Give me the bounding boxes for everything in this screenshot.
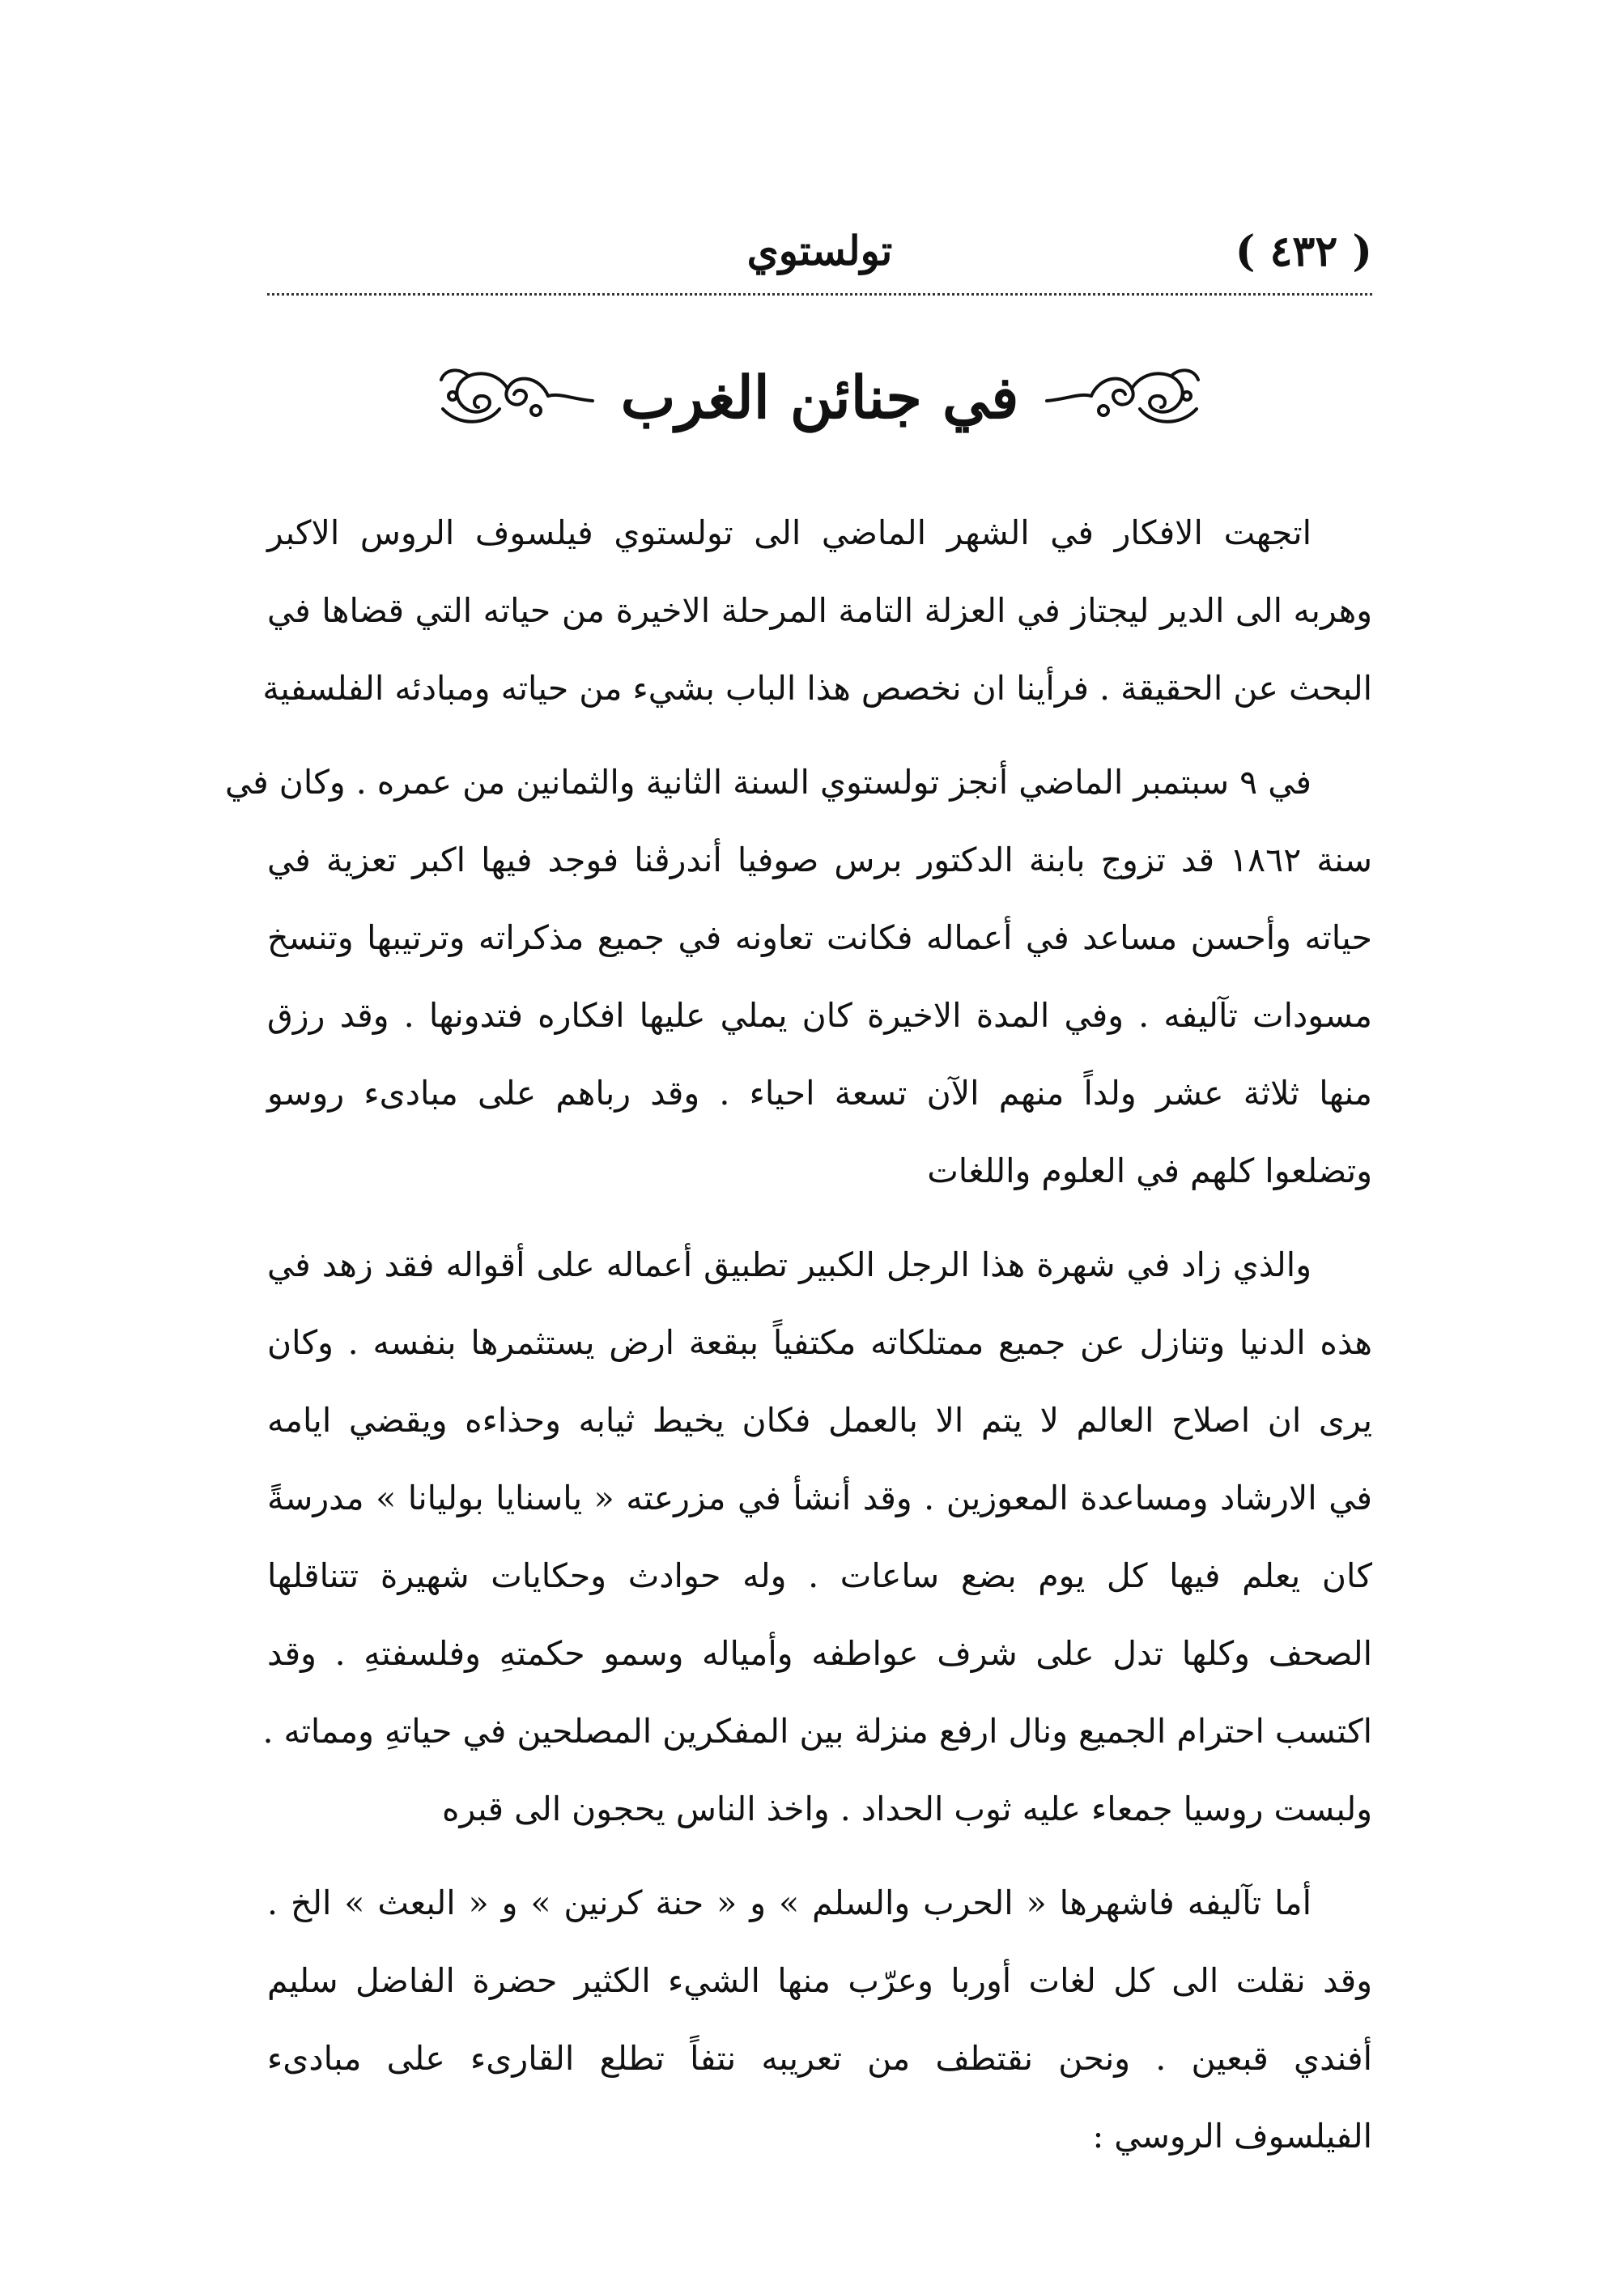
chapter-title: في جنائن الغرب [620,362,1019,432]
text-line: ولبست روسيا جمعاء عليه ثوب الحداد . واخذ الناس يحجون الى قبره [441,1790,1372,1828]
running-title: تولستوي [746,227,893,275]
text-line: وهربه الى الدير ليجتاز في العزلة التامة المرحلة الاخيرة من حياته التي قضاها في [267,591,1372,630]
text-line: والذي زاد في شهرة هذا الرجل الكبير تطبيق أعماله على أقواله فقد زهد في [267,1245,1312,1284]
paragraph-4 [267,1864,1372,2175]
floral-ornament-left-icon [435,360,597,433]
text-line: أفندي قبعين . ونحن نقتطف من تعريبه نتفاً تطلع القارىء على مبادىء [267,2039,1372,2078]
text-line: في الارشاد ومساعدة المعوزين . وقد أنشأ في مزرعته « ياسنايا بوليانا » مدرسةً [267,1479,1372,1517]
text-line: هذه الدنيا وتنازل عن جميع ممتلكاته مكتفياً ببقعة ارض يستثمرها بنفسه . وكان [267,1323,1372,1362]
text-line: سنة ١٨٦٢ قد تزوج بابنة الدكتور برس صوفيا أندرڤنا فوجد فيها اكبر تعزية في [267,841,1372,879]
text-line: يرى ان اصلاح العالم لا يتم الا بالعمل فكان يخيط ثيابه وحذاءه ويقضي ايامه [267,1401,1372,1440]
text-line: اكتسب احترام الجميع ونال ارفع منزلة بين المفكرين المصلحين في حياتهِ ومماته . [262,1712,1372,1751]
book-page [224,202,1372,2186]
floral-ornament-right-icon [1043,360,1205,433]
chapter-heading [267,344,1372,449]
text-line: البحث عن الحقيقة . فرأينا ان نخصص هذا الباب بشيء من حياته ومبادئه الفلسفية [262,669,1372,708]
text-line: اتجهت الافكار في الشهر الماضي الى تولستوي فيلسوف الروس الاكبر [267,513,1312,552]
text-line: منها ثلاثة عشر ولداً منهم الآن تسعة احياء . وقد رباهم على مبادىء روسو [267,1074,1372,1113]
text-line: الفيلسوف الروسي : [1092,2117,1372,2156]
header-divider [267,293,1372,296]
text-line: وقد نقلت الى كل لغات أوربا وعرّب منها الشيء الكثير حضرة الفاضل سليم [267,1961,1372,2000]
text-line: كان يعلم فيها كل يوم بضع ساعات . وله حوادث وحكايات شهيرة تتناقلها [267,1556,1372,1595]
text-line: أما تآليفه فاشهرها « الحرب والسلم » و « حنة كرنين » و « البعث » الخ . [267,1883,1312,1922]
page-number: ( ٤٣٢ ) [1235,227,1372,276]
paragraph-2 [224,743,1372,1210]
text-line: في ٩ سبتمبر الماضي أنجز تولستوي السنة الثانية والثمانين من عمره . وكان في [224,763,1312,802]
paragraph-3 [262,1226,1372,1848]
text-line: مسودات تآليفه . وفي المدة الاخيرة كان يملي عليها افكاره فتدونها . وقد رزق [267,996,1372,1035]
paragraph-1 [262,494,1372,727]
body-text [224,494,1372,2191]
text-line: وتضلعوا كلهم في العلوم واللغات [927,1151,1372,1190]
running-header [267,227,1372,292]
text-line: الصحف وكلها تدل على شرف عواطفه وأمياله وسمو حكمتهِ وفلسفتهِ . وقد [267,1634,1372,1673]
text-line: حياته وأحسن مساعد في أعماله فكانت تعاونه في جميع مذكراته وترتيبها وتنسخ [267,918,1372,957]
